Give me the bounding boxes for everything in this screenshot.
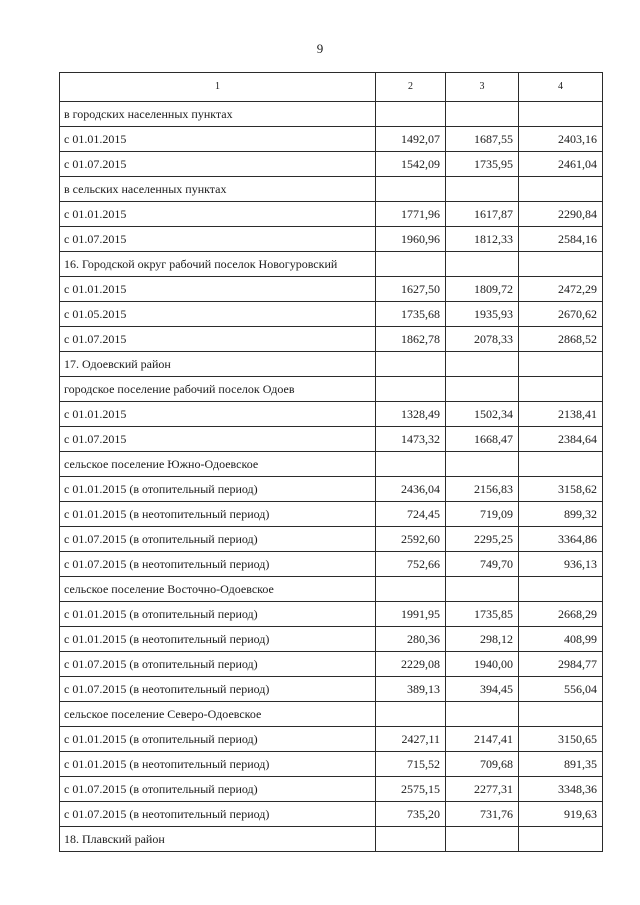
value-cell: 556,04 <box>519 677 603 702</box>
value-cell: 1542,09 <box>376 152 446 177</box>
value-cell <box>376 452 446 477</box>
table-row <box>60 152 603 177</box>
value-cell: 3348,36 <box>519 777 603 802</box>
value-cell: 1735,85 <box>446 602 519 627</box>
value-cell: 2668,29 <box>519 602 603 627</box>
value-cell: 3150,65 <box>519 727 603 752</box>
value-cell <box>519 702 603 727</box>
table-row <box>60 202 603 227</box>
value-cell <box>446 452 519 477</box>
table-row <box>60 302 603 327</box>
value-cell: 2472,29 <box>519 277 603 302</box>
row-label: с 01.07.2015 (в неотопительный период) <box>60 677 376 702</box>
value-cell: 2277,31 <box>446 777 519 802</box>
value-cell: 719,09 <box>446 502 519 527</box>
table-row <box>60 702 603 727</box>
table-row <box>60 752 603 777</box>
value-cell: 2384,64 <box>519 427 603 452</box>
value-cell <box>519 352 603 377</box>
value-cell <box>376 577 446 602</box>
row-label: с 01.01.2015 <box>60 202 376 227</box>
row-label: с 01.01.2015 (в отопительный период) <box>60 602 376 627</box>
value-cell: 749,70 <box>446 552 519 577</box>
row-label: с 01.01.2015 (в отопительный период) <box>60 727 376 752</box>
value-cell: 2592,60 <box>376 527 446 552</box>
value-cell: 2461,04 <box>519 152 603 177</box>
value-cell: 1812,33 <box>446 227 519 252</box>
value-cell: 1940,00 <box>446 652 519 677</box>
value-cell: 1735,95 <box>446 152 519 177</box>
value-cell <box>446 352 519 377</box>
row-label: городское поселение рабочий поселок Одоев <box>60 377 376 402</box>
table-row <box>60 102 603 127</box>
value-cell <box>519 252 603 277</box>
row-label: сельское поселение Восточно-Одоевское <box>60 577 376 602</box>
table-row <box>60 802 603 827</box>
value-cell: 1862,78 <box>376 327 446 352</box>
value-cell: 3364,86 <box>519 527 603 552</box>
value-cell: 735,20 <box>376 802 446 827</box>
value-cell: 280,36 <box>376 627 446 652</box>
value-cell: 1492,07 <box>376 127 446 152</box>
table-header-row <box>60 73 603 102</box>
table-row <box>60 652 603 677</box>
value-cell <box>446 102 519 127</box>
value-cell: 2138,41 <box>519 402 603 427</box>
value-cell: 389,13 <box>376 677 446 702</box>
value-cell: 919,63 <box>519 802 603 827</box>
value-cell <box>376 177 446 202</box>
tariff-table <box>59 72 603 852</box>
table-row <box>60 177 603 202</box>
value-cell: 2403,16 <box>519 127 603 152</box>
table-row <box>60 677 603 702</box>
row-label: с 01.01.2015 <box>60 402 376 427</box>
value-cell <box>446 252 519 277</box>
value-cell: 3158,62 <box>519 477 603 502</box>
row-label: с 01.07.2015 <box>60 152 376 177</box>
table-row <box>60 552 603 577</box>
value-cell: 724,45 <box>376 502 446 527</box>
row-label: 16. Городской округ рабочий поселок Новогуровский <box>60 252 376 277</box>
value-cell <box>376 252 446 277</box>
value-cell: 1735,68 <box>376 302 446 327</box>
column-header: 3 <box>446 73 519 102</box>
value-cell: 1328,49 <box>376 402 446 427</box>
table-row <box>60 327 603 352</box>
value-cell: 2229,08 <box>376 652 446 677</box>
row-label: с 01.01.2015 <box>60 127 376 152</box>
row-label: с 01.07.2015 (в отопительный период) <box>60 777 376 802</box>
value-cell: 936,13 <box>519 552 603 577</box>
row-label: 17. Одоевский район <box>60 352 376 377</box>
value-cell: 1617,87 <box>446 202 519 227</box>
table-row <box>60 777 603 802</box>
value-cell <box>446 827 519 852</box>
value-cell: 298,12 <box>446 627 519 652</box>
table-row <box>60 827 603 852</box>
row-label: сельское поселение Южно-Одоевское <box>60 452 376 477</box>
table-row <box>60 127 603 152</box>
value-cell: 1809,72 <box>446 277 519 302</box>
row-label: с 01.07.2015 (в неотопительный период) <box>60 802 376 827</box>
row-label: с 01.07.2015 <box>60 227 376 252</box>
value-cell: 1687,55 <box>446 127 519 152</box>
column-header: 2 <box>376 73 446 102</box>
row-label: сельское поселение Северо-Одоевское <box>60 702 376 727</box>
column-header: 4 <box>519 73 603 102</box>
value-cell: 715,52 <box>376 752 446 777</box>
table-row <box>60 427 603 452</box>
value-cell: 752,66 <box>376 552 446 577</box>
value-cell: 1627,50 <box>376 277 446 302</box>
value-cell: 2156,83 <box>446 477 519 502</box>
table-row <box>60 402 603 427</box>
table-row <box>60 227 603 252</box>
value-cell <box>519 377 603 402</box>
value-cell <box>376 377 446 402</box>
table-row <box>60 602 603 627</box>
value-cell <box>376 102 446 127</box>
value-cell: 2290,84 <box>519 202 603 227</box>
value-cell <box>446 377 519 402</box>
value-cell: 1668,47 <box>446 427 519 452</box>
table-row <box>60 502 603 527</box>
value-cell: 408,99 <box>519 627 603 652</box>
value-cell: 2427,11 <box>376 727 446 752</box>
value-cell: 394,45 <box>446 677 519 702</box>
value-cell: 2295,25 <box>446 527 519 552</box>
value-cell <box>376 352 446 377</box>
value-cell: 1473,32 <box>376 427 446 452</box>
row-label: с 01.01.2015 (в неотопительный период) <box>60 502 376 527</box>
value-cell: 2147,41 <box>446 727 519 752</box>
value-cell: 2436,04 <box>376 477 446 502</box>
row-label: с 01.05.2015 <box>60 302 376 327</box>
row-label: с 01.07.2015 (в отопительный период) <box>60 527 376 552</box>
value-cell <box>519 452 603 477</box>
row-label: 18. Плавский район <box>60 827 376 852</box>
row-label: с 01.07.2015 <box>60 327 376 352</box>
table-row <box>60 377 603 402</box>
row-label: с 01.01.2015 <box>60 277 376 302</box>
value-cell: 731,76 <box>446 802 519 827</box>
row-label: в сельских населенных пунктах <box>60 177 376 202</box>
value-cell: 2584,16 <box>519 227 603 252</box>
table-row <box>60 527 603 552</box>
value-cell: 1991,95 <box>376 602 446 627</box>
value-cell <box>446 577 519 602</box>
row-label: с 01.01.2015 (в отопительный период) <box>60 477 376 502</box>
table-row <box>60 627 603 652</box>
value-cell: 2575,15 <box>376 777 446 802</box>
value-cell: 2868,52 <box>519 327 603 352</box>
value-cell: 1502,34 <box>446 402 519 427</box>
value-cell: 2984,77 <box>519 652 603 677</box>
row-label: с 01.01.2015 (в неотопительный период) <box>60 752 376 777</box>
table-row <box>60 277 603 302</box>
row-label: с 01.07.2015 (в отопительный период) <box>60 652 376 677</box>
value-cell: 1935,93 <box>446 302 519 327</box>
value-cell <box>519 577 603 602</box>
page-number: 9 <box>316 41 324 56</box>
value-cell <box>446 177 519 202</box>
column-header: 1 <box>60 73 376 102</box>
table-row <box>60 252 603 277</box>
value-cell: 899,32 <box>519 502 603 527</box>
table-row <box>60 452 603 477</box>
row-label: с 01.01.2015 (в неотопительный период) <box>60 627 376 652</box>
value-cell: 1960,96 <box>376 227 446 252</box>
row-label: с 01.07.2015 <box>60 427 376 452</box>
value-cell: 891,35 <box>519 752 603 777</box>
value-cell: 2078,33 <box>446 327 519 352</box>
value-cell <box>519 177 603 202</box>
value-cell <box>376 702 446 727</box>
row-label: в городских населенных пунктах <box>60 102 376 127</box>
value-cell <box>376 827 446 852</box>
value-cell <box>519 827 603 852</box>
value-cell: 1771,96 <box>376 202 446 227</box>
table-row <box>60 477 603 502</box>
table-row <box>60 352 603 377</box>
value-cell <box>519 102 603 127</box>
row-label: с 01.07.2015 (в неотопительный период) <box>60 552 376 577</box>
value-cell: 2670,62 <box>519 302 603 327</box>
value-cell <box>446 702 519 727</box>
table-row <box>60 577 603 602</box>
table-row <box>60 727 603 752</box>
value-cell: 709,68 <box>446 752 519 777</box>
